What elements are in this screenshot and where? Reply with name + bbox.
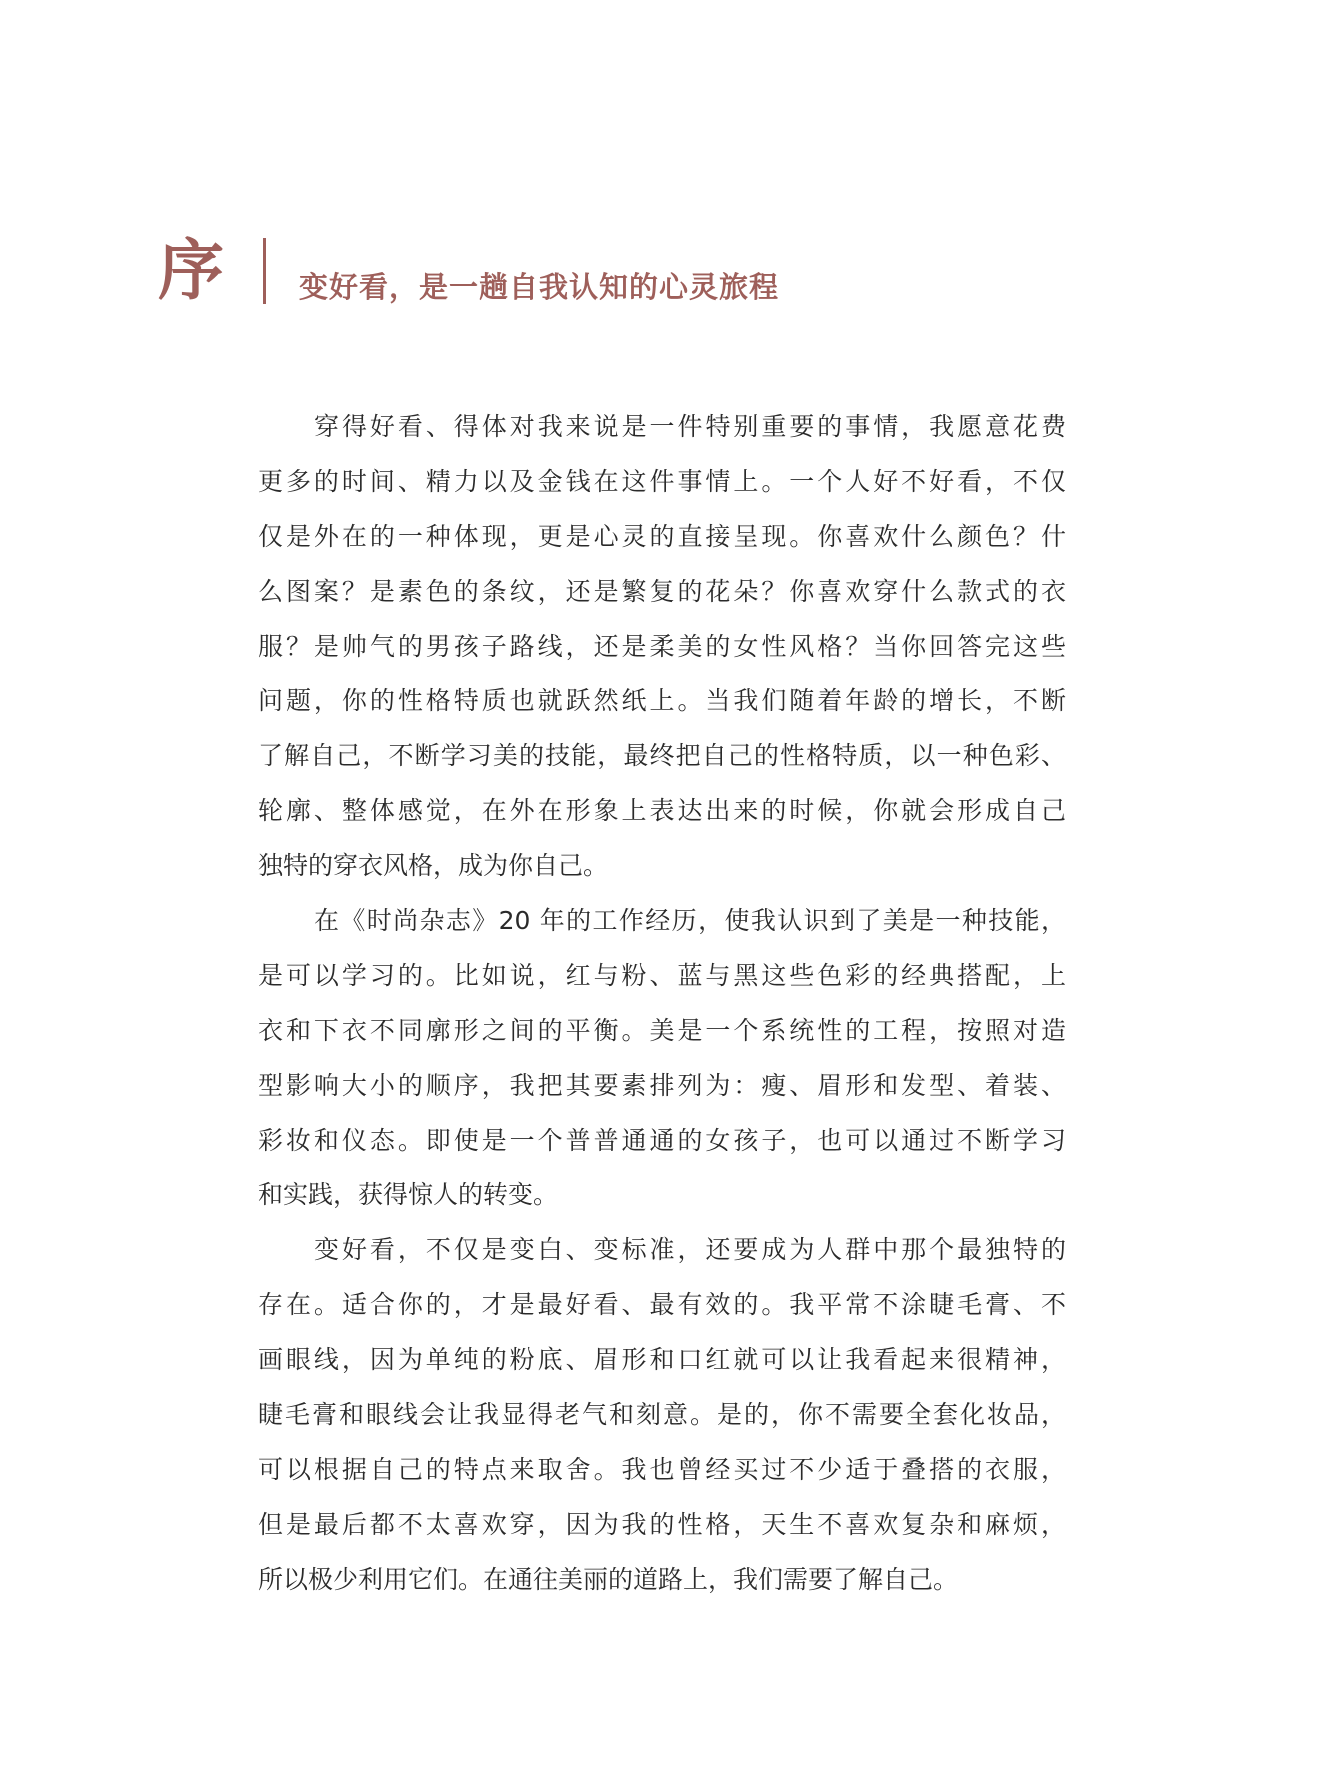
paragraph-line: 仅是外在的一种体现，更是心灵的直接呈现。你喜欢什么颜色？什: [258, 521, 1066, 551]
paragraph-line: 更多的时间、精力以及金钱在这件事情上。一个人好不好看，不仅: [258, 466, 1066, 496]
paragraph-line: 服？是帅气的男孩子路线，还是柔美的女性风格？当你回答完这些: [258, 631, 1066, 661]
paragraph-line: 所以极少利用它们。在通往美丽的道路上，我们需要了解自己。: [258, 1564, 959, 1594]
paragraph-line: 但是最后都不太喜欢穿，因为我的性格，天生不喜欢复杂和麻烦，: [258, 1509, 1066, 1539]
paragraph-line: 穿得好看、得体对我来说是一件特别重要的事情，我愿意花费: [314, 412, 1066, 441]
title-divider: [263, 238, 266, 304]
paragraph-line: 变好看，不仅是变白、变标准，还要成为人群中那个最独特的: [314, 1235, 1066, 1265]
paragraph-line: 画眼线，因为单纯的粉底、眉形和口红就可以让我看起来很精神，: [258, 1345, 1066, 1375]
paragraph-line: 彩妆和仪态。即使是一个普普通通的女孩子，也可以通过不断学习: [258, 1125, 1066, 1155]
paragraph-line: 是可以学习的。比如说，红与粉、蓝与黑这些色彩的经典搭配，上: [258, 960, 1066, 990]
paragraph-line: 在《时尚杂志》20 年的工作经历，使我认识到了美是一种技能，: [314, 906, 1066, 936]
paragraph-line: 可以根据自己的特点来取舍。我也曾经买过不少适于叠搭的衣服，: [258, 1454, 1066, 1484]
paragraph-line: 睫毛膏和眼线会让我显得老气和刻意。是的，你不需要全套化妆品，: [258, 1400, 1066, 1430]
preface-seal: 序: [158, 232, 224, 309]
paragraph-line: 和实践，获得惊人的转变。: [258, 1180, 559, 1210]
paragraph-line: 存在。适合你的，才是最好看、最有效的。我平常不涂睫毛膏、不: [258, 1290, 1066, 1320]
paragraph-line: 轮廓、整体感觉，在外在形象上表达出来的时候，你就会形成自己: [258, 796, 1066, 826]
paragraph-line: 了解自己，不断学习美的技能，最终把自己的性格特质，以一种色彩、: [258, 741, 1066, 771]
paragraph-line: 衣和下衣不同廓形之间的平衡。美是一个系统性的工程，按照对造: [258, 1015, 1066, 1045]
paragraph-line: 问题，你的性格特质也就跃然纸上。当我们随着年龄的增长，不断: [258, 686, 1066, 716]
paragraph-line: 么图案？是素色的条纹，还是繁复的花朵？你喜欢穿什么款式的衣: [258, 576, 1066, 606]
preface-subtitle: 变好看，是一趟自我认知的心灵旅程: [299, 270, 780, 304]
preface-body: [258, 400, 1066, 1608]
paragraph-line: 独特的穿衣风格，成为你自己。: [258, 851, 609, 881]
paragraph-line: 型影响大小的顺序，我把其要素排列为：瘦、眉形和发型、着装、: [258, 1070, 1066, 1100]
